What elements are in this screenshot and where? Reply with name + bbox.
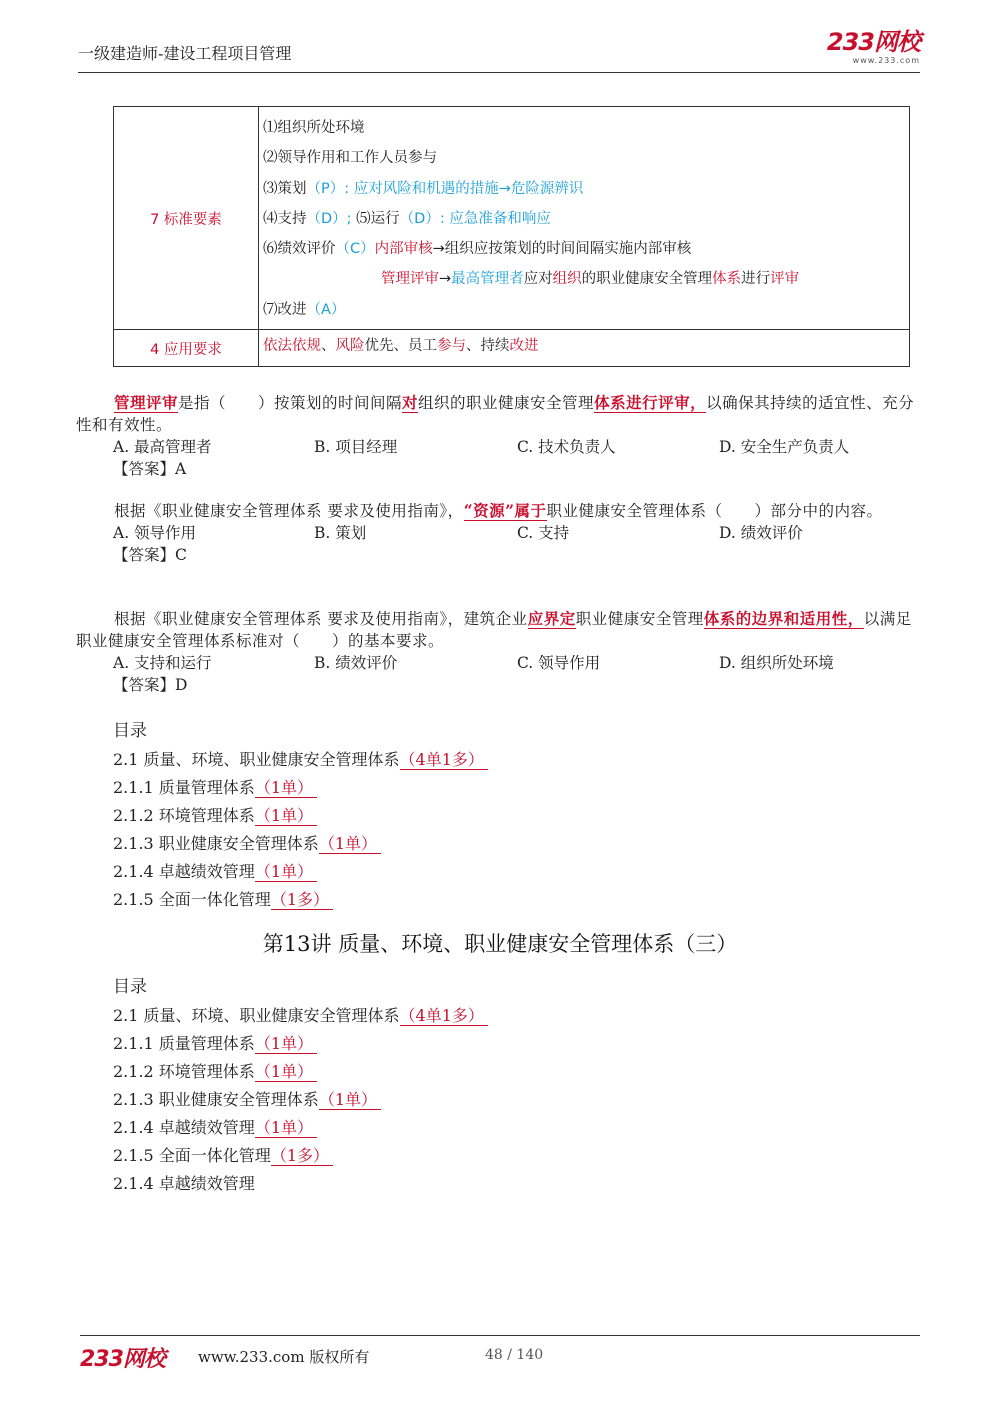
option-d: D. 组织所处环境	[719, 654, 834, 672]
arrow-text: →	[439, 271, 452, 288]
review-word-text: 评审	[770, 271, 800, 288]
q3-stem-e: 以满足职业健康安全管理体系标准对（ ）的基本要求。	[76, 610, 912, 650]
page-header	[78, 28, 920, 73]
logo-url: www.233.com	[852, 56, 920, 65]
element-support-note: （D）;	[306, 210, 352, 227]
toc-item-tag: （1单）	[255, 1118, 317, 1138]
toc-item-tag: （1单）	[319, 834, 381, 854]
option-b: B. 策划	[314, 524, 367, 542]
toc-item-text: 2.1.3 职业健康安全管理体系	[113, 834, 319, 853]
review-text-1: 应对	[523, 271, 553, 288]
toc-item-text: 2.1.1 质量管理体系	[113, 778, 255, 797]
element-evaluation: ⑹绩效评价	[263, 241, 336, 258]
app-text-c: 风险	[335, 338, 365, 355]
row-label-application: 4 应用要求	[114, 330, 259, 367]
app-text-b: 、	[321, 338, 336, 355]
toc-item[interactable]	[113, 802, 488, 830]
toc-item-tag: （1单）	[255, 862, 317, 882]
review-text-3: 进行	[741, 271, 771, 288]
element-operation-note: （D）: 应急准备和响应	[399, 210, 551, 227]
element-support: ⑷支持	[263, 210, 307, 227]
q3-stem-c: 职业健康安全管理	[575, 610, 704, 628]
option-a: A. 最高管理者	[113, 438, 212, 456]
element-improvement: ⑺改进	[263, 301, 307, 318]
app-text-d: 优先、员工	[364, 338, 437, 355]
question-1	[76, 392, 926, 480]
option-b: B. 绩效评价	[314, 654, 398, 672]
brand-logo[interactable]	[827, 28, 920, 65]
app-text-e: 参与	[437, 338, 466, 355]
element-line-2: ⑵领导作用和工作人员参与	[263, 150, 437, 167]
app-text-f: 、持续	[466, 338, 510, 355]
toc-item-tag: （1多）	[271, 1146, 333, 1166]
question-stem	[76, 500, 926, 522]
element-line-6	[263, 264, 903, 294]
toc-item-tag: （1单）	[319, 1090, 381, 1110]
question-options	[76, 522, 926, 544]
toc-item-tag: （1单）	[255, 1034, 317, 1054]
toc-item-text: 2.1.5 全面一体化管理	[113, 1146, 271, 1165]
option-c: C. 技术负责人	[517, 438, 616, 456]
app-text-a: 依法依规	[263, 338, 321, 355]
toc-item-tag: （1多）	[271, 890, 333, 910]
internal-audit-label: 内部审核	[374, 241, 433, 258]
answer: 【答案】D	[113, 676, 188, 694]
toc-item[interactable]	[113, 858, 488, 886]
question-3	[76, 608, 926, 696]
q1-stem-d: 组织的职业健康安全管理	[418, 394, 595, 412]
answer: 【答案】A	[113, 460, 187, 478]
application-content	[259, 330, 910, 367]
toc-item-text: 2.1.4 卓越绩效管理	[113, 862, 255, 881]
element-planning-note: （P）: 应对风险和机遇的措施→危险源辨识	[306, 180, 584, 197]
element-line-7	[263, 295, 903, 325]
toc-item-text: 2.1 质量、环境、职业健康安全管理体系	[113, 1006, 400, 1025]
toc-item[interactable]	[113, 1002, 488, 1030]
toc-item-tag: （1单）	[255, 1062, 317, 1082]
footer-copyright: www.233.com 版权所有	[198, 1348, 370, 1366]
toc-item-text: 2.1.1 质量管理体系	[113, 1034, 255, 1053]
header-title: 一级建造师-建设工程项目管理	[78, 44, 292, 63]
toc-item-text: 2.1.3 职业健康安全管理体系	[113, 1090, 319, 1109]
toc-heading: 目录	[113, 977, 147, 997]
element-planning: ⑶策划	[263, 180, 307, 197]
toc-item-tag: （4单1多）	[400, 1006, 488, 1026]
toc-item[interactable]	[113, 1030, 488, 1058]
q1-stem-b: 是指（ ）按策划的时间间隔	[178, 394, 403, 412]
q1-stem-a: 管理评审	[114, 393, 179, 412]
table-of-contents-1	[113, 716, 488, 914]
page-number: 48 / 140	[485, 1347, 544, 1363]
option-c: C. 支持	[517, 524, 570, 542]
question-stem	[76, 608, 926, 652]
q2-stem-a: 根据《职业健康安全管理体系 要求及使用指南》，	[114, 502, 464, 520]
option-a: A. 领导作用	[113, 524, 197, 542]
toc-item-text: 2.1.2 环境管理体系	[113, 1062, 255, 1081]
q1-stem-c: 对	[402, 393, 419, 412]
q3-stem-a: 根据《职业健康安全管理体系 要求及使用指南》，建筑企业	[114, 610, 528, 628]
q3-stem-b: 应界定	[527, 609, 576, 628]
internal-audit-text: →组织应按策划的时间间隔实施内部审核	[432, 241, 692, 258]
review-text-2: 的职业健康安全管理	[581, 271, 713, 288]
element-operation: ⑸运行	[351, 210, 400, 227]
option-c: C. 领导作用	[517, 654, 601, 672]
toc-item[interactable]	[113, 746, 488, 774]
option-d: D. 绩效评价	[719, 524, 803, 542]
table-row	[114, 107, 910, 330]
q2-stem-b: “资源”属于	[463, 501, 547, 520]
element-line-4	[263, 204, 903, 234]
section-heading: 2.1.4 卓越绩效管理	[113, 1174, 255, 1193]
review-system-text: 体系	[712, 271, 742, 288]
table-row	[114, 330, 910, 367]
lecture-title: 第13讲 质量、环境、职业健康安全管理体系（三）	[262, 932, 738, 956]
toc-item[interactable]	[113, 830, 488, 858]
toc-item[interactable]	[113, 1114, 488, 1142]
toc-item-text: 2.1.2 环境管理体系	[113, 806, 255, 825]
review-org-text: 组织	[552, 271, 582, 288]
element-evaluation-note: （C）	[335, 241, 375, 258]
element-line-5	[263, 234, 903, 264]
toc-item-text: 2.1 质量、环境、职业健康安全管理体系	[113, 750, 400, 769]
toc-item[interactable]	[113, 1142, 488, 1170]
table-of-contents-2	[113, 972, 488, 1198]
option-d: D. 安全生产负责人	[719, 438, 850, 456]
standard-elements-table	[113, 106, 910, 367]
element-line-1: ⑴组织所处环境	[263, 120, 365, 136]
option-a: A. 支持和运行	[113, 654, 212, 672]
toc-heading: 目录	[113, 721, 147, 741]
question-options	[76, 652, 926, 674]
toc-item-tag: （1单）	[255, 778, 317, 798]
app-text-g: 改进	[509, 338, 539, 355]
top-management-text: 最高管理者	[451, 271, 524, 288]
page-footer	[80, 1335, 920, 1376]
toc-item-tag: （1单）	[255, 806, 317, 826]
question-2	[76, 500, 926, 566]
toc-item[interactable]	[113, 1058, 488, 1086]
q1-stem-f: 以确保其持续的适宜性、充分性和有效性。	[76, 394, 915, 434]
toc-item[interactable]	[113, 1086, 488, 1114]
question-options	[76, 436, 926, 458]
footer-logo[interactable]: 233网校	[80, 1347, 165, 1372]
row-label-standard-elements: 7 标准要素	[114, 107, 259, 330]
toc-item-text: 2.1.5 全面一体化管理	[113, 890, 271, 909]
toc-item-tag: （4单1多）	[400, 750, 488, 770]
standard-elements-content	[259, 107, 910, 330]
toc-item[interactable]	[113, 774, 488, 802]
q1-stem-e: 体系进行评审，	[594, 393, 707, 412]
question-stem	[76, 392, 926, 436]
logo-text: 233网校	[826, 28, 920, 56]
answer: 【答案】C	[113, 546, 187, 564]
element-line-3	[263, 174, 903, 204]
element-improvement-note: （A）	[306, 301, 346, 318]
toc-item-text: 2.1.4 卓越绩效管理	[113, 1118, 255, 1137]
toc-item[interactable]	[113, 886, 488, 914]
q3-stem-d: 体系的边界和适用性，	[703, 609, 864, 628]
management-review-label: 管理评审	[381, 271, 439, 288]
option-b: B. 项目经理	[314, 438, 398, 456]
q2-stem-c: 职业健康安全管理体系（ ）部分中的内容。	[546, 502, 883, 520]
